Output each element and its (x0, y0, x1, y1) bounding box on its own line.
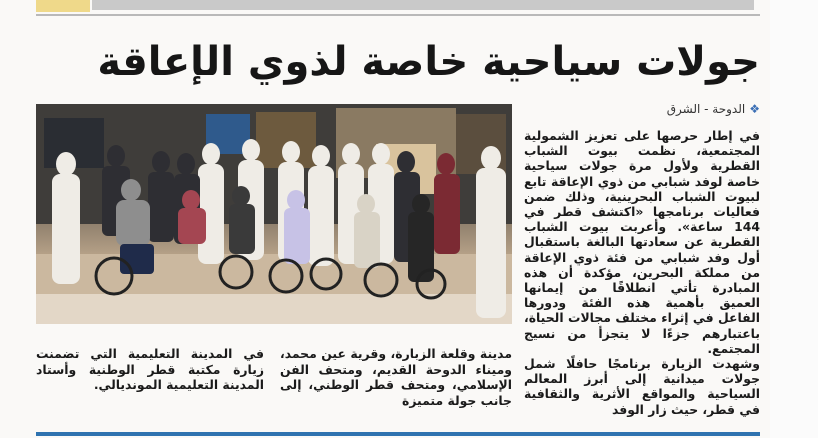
top-divider (36, 14, 760, 16)
top-header-bar (92, 0, 754, 10)
article-column-right (524, 128, 760, 417)
group-photo-illustration (36, 104, 512, 324)
article-paragraph-2: وشهدت الزيارة برنامجًا حافلًا شمل جولات ميدانية إلى أبرز المعالم السياحية والمواقع الأثرية والثقافية في قطر، حيث زار الوفد (524, 356, 760, 417)
article-headline: جولات سياحية خاصة لذوي الإعاقة (97, 39, 760, 85)
article-column-left: في المدينة التعليمية التي تضمنت زيارة مكتبة قطر الوطنية وأستاد المدينة التعليمية المونديالي. (36, 346, 264, 393)
article-column-middle: مدينة وقلعة الزبارة، وقرية عين محمد، وميناء الدوحة القديم، ومتحف الفن الإسلامي، ومتحف قطر الوطني، إلى جانب جولة متميزة (280, 346, 512, 408)
dateline-text: الدوحة - الشرق (666, 102, 746, 116)
article-photo (36, 104, 512, 324)
page-margin (770, 0, 818, 438)
article-paragraph-1: في إطار حرصها على تعزيز الشمولية المجتمعية، نظمت بيوت الشباب القطرية ولأول مرة جولات سياحية خاصة لوفد شبابي من ذوي الإعاقة تابع لبيوت الشباب البحرينية، وذلك ضمن فعاليات برنامجها «اكتشف قطر في 144 ساعة». وأعربت بيوت الشباب القطرية عن سعادتها البالغة باستقبال أول وفد شبابي من فئة ذوي الإعاقة من مملكة البحرين، مؤكدة أن هذه المبادرة تأتي انطلاقًا من إيمانها العميق بأهمية هذه الفئة ودورها الفاعل في إثراء مختلف مجالات الحياة، باعتبارهم جزءًا لا يتجزأ من نسيج المجتمع. (524, 128, 760, 356)
bottom-accent-rule (36, 432, 760, 436)
dateline-diamond-icon: ❖ (749, 102, 760, 116)
top-accent-bar (36, 0, 90, 12)
article-dateline (460, 100, 760, 118)
